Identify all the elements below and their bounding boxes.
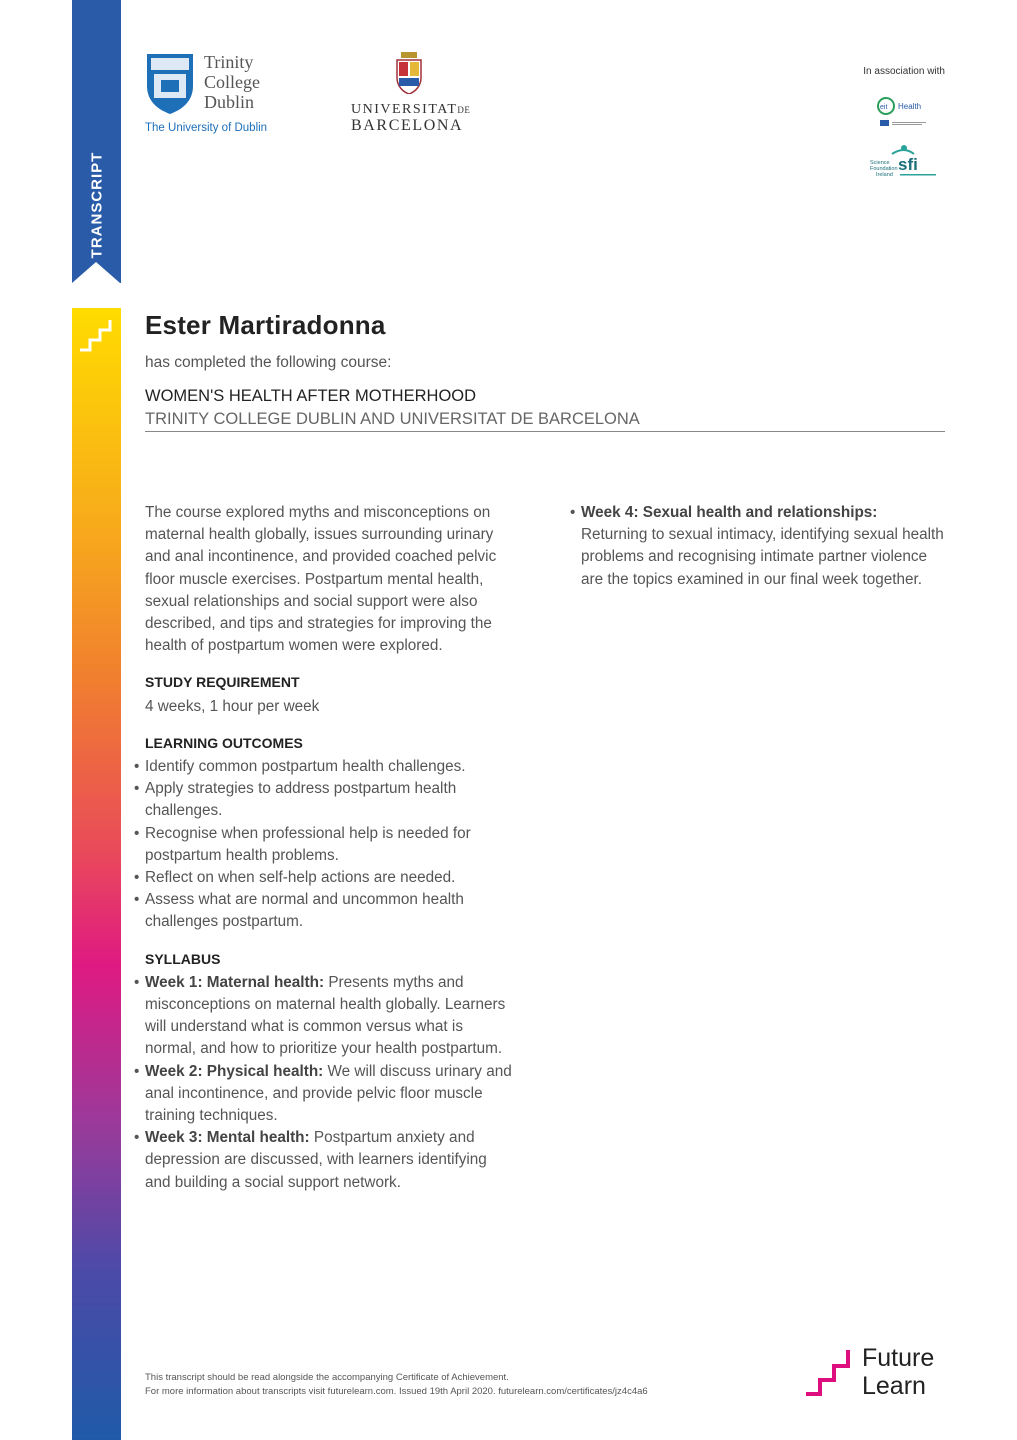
syllabus-week-3: • Week 3: Mental health: Postpartum anxiety and depression are discussed, with learners identifying and building a social support network. — [145, 1127, 515, 1194]
eit-health-logo — [876, 96, 932, 128]
title-divider — [145, 431, 945, 432]
learner-name: Ester Martiradonna — [145, 310, 386, 340]
ub-crest-logo — [395, 52, 423, 94]
svg-text:eit: eit — [880, 104, 888, 111]
course-title: WOMEN'S HEALTH AFTER MOTHERHOOD — [145, 387, 477, 405]
svg-text:Foundation: Foundation — [870, 166, 898, 172]
study-requirement-heading: STUDY REQUIREMENT — [145, 674, 300, 691]
gradient-ribbon — [72, 308, 121, 1440]
sfi-logo — [870, 144, 940, 178]
left-column — [145, 502, 515, 1194]
svg-text:sfi: sfi — [898, 155, 918, 174]
svg-text:Ireland: Ireland — [876, 172, 893, 178]
syllabus-week-4: • Week 4: Sexual health and relationships: Returning to sexual intimacy, identifying sexual health problems and recognising intimate partner violence are the topics examined in our final week together. — [581, 502, 945, 591]
syllabus-heading: SYLLABUS — [145, 950, 221, 967]
footer-note: This transcript should be read alongside the accompanying Certificate of Achievement. For more information about transcripts visit futurelearn.com. Issued 19th April 2020. futurelearn.com/certificates/jz4c4a6 — [145, 1372, 648, 1397]
course-organisation: TRINITY COLLEGE DUBLIN AND UNIVERSITAT DE BARCELONA — [145, 410, 640, 428]
list-item: • Recognise when professional help is needed for postpartum health problems. — [145, 823, 515, 867]
right-column — [581, 502, 945, 591]
course-description: The course explored myths and misconceptions on maternal health globally, issues surrounding urinary and anal incontinence, and provided coached pelvic floor muscle exercises. Postpartum mental health, sexual relationships and social support were also described, and tips and strategies for improving the health of postpartum women were explored. — [145, 504, 497, 655]
tcd-subtitle: The University of Dublin — [145, 122, 268, 134]
list-item: • Reflect on when self-help actions are needed. — [145, 867, 515, 889]
completed-statement: has completed the following course: — [145, 354, 392, 371]
ub-wordmark-line2: BARCELONA — [351, 117, 464, 134]
ribbon-notch — [72, 262, 120, 283]
learning-outcomes-list — [145, 756, 515, 934]
stairs-icon — [78, 314, 118, 354]
futurelearn-stairs-icon — [804, 1346, 856, 1398]
list-item: • Assess what are normal and uncommon health challenges postpartum. — [145, 889, 515, 933]
association-label: In association with — [863, 66, 945, 77]
syllabus-list — [145, 972, 515, 1194]
study-requirement-text: 4 weeks, 1 hour per week — [145, 697, 320, 715]
tcd-wordmark: Trinity College Dublin — [204, 52, 260, 112]
tcd-crest-logo — [145, 52, 195, 116]
transcript-label: TRANSCRIPT — [88, 151, 105, 259]
list-item: • Apply strategies to address postpartum health challenges. — [145, 778, 515, 822]
list-item: • Identify common postpartum health challenges. — [145, 756, 515, 778]
syllabus-week-2: • Week 2: Physical health: We will discuss urinary and anal incontinence, and provide pelvic floor muscle training techniques. — [145, 1061, 515, 1128]
learning-outcomes-heading: LEARNING OUTCOMES — [145, 734, 303, 751]
syllabus-week-1: • Week 1: Maternal health: Presents myths and misconceptions on maternal health globally. Learners will understand what is common versus what is normal, and how to prioritize your health postpartum. — [145, 972, 515, 1061]
ub-wordmark-line1: UNIVERSITATDE — [351, 102, 471, 117]
syllabus-list-continued — [581, 502, 945, 591]
svg-text:Science: Science — [870, 160, 890, 166]
svg-text:Health: Health — [898, 102, 922, 111]
futurelearn-wordmark: Future Learn — [862, 1344, 935, 1400]
